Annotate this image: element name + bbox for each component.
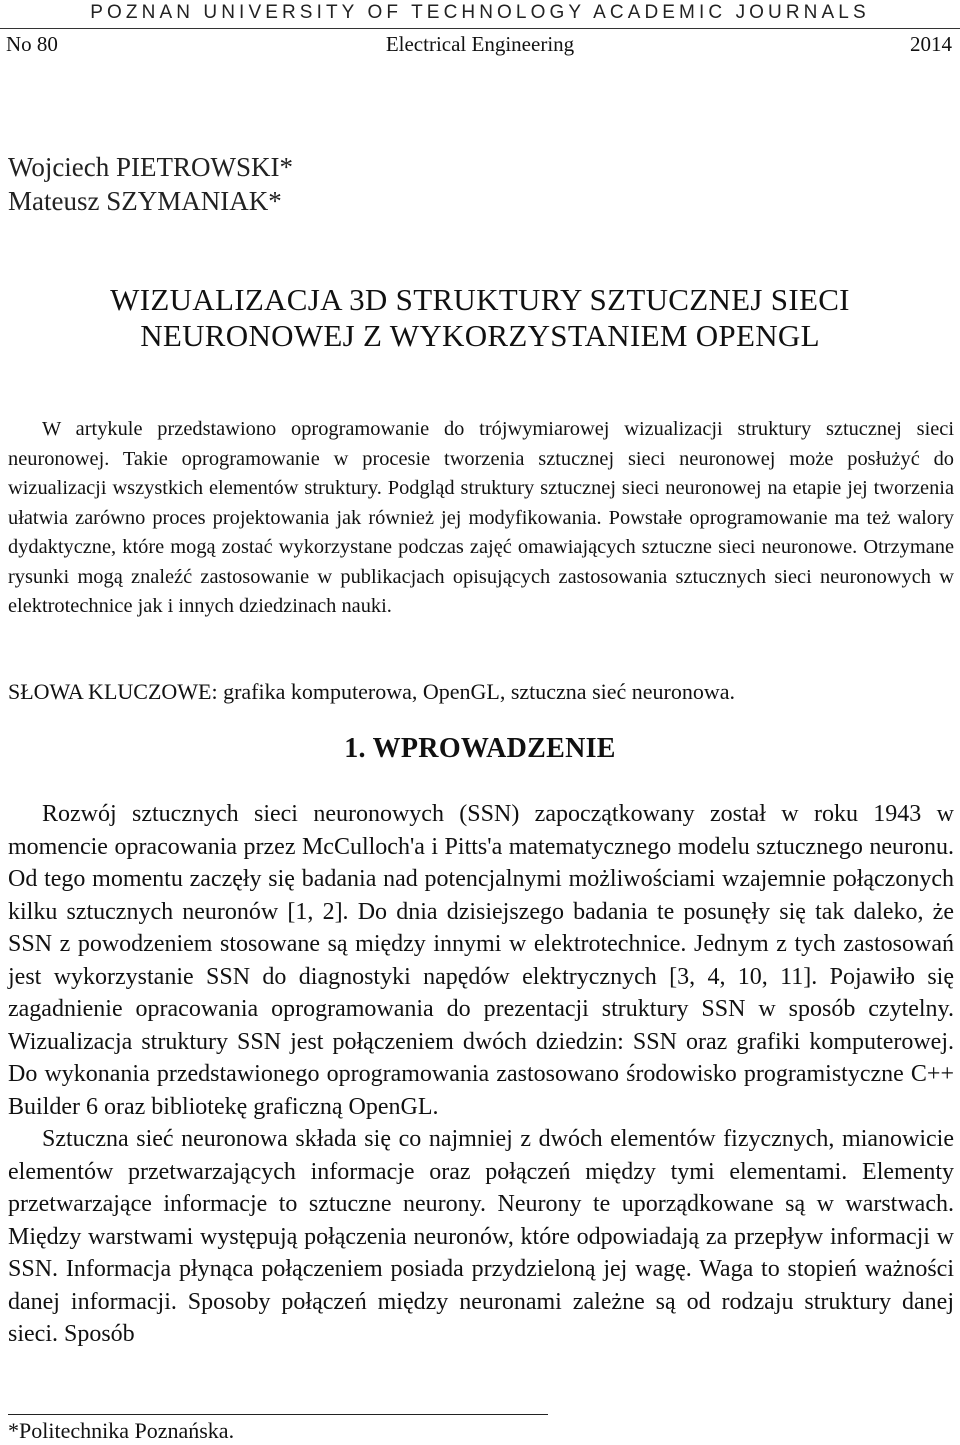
title-line: WIZUALIZACJA 3D STRUKTURY SZTUCZNEJ SIECI <box>110 282 850 317</box>
author-name: Wojciech PIETROWSKI* <box>8 152 294 182</box>
paragraph: Rozwój sztucznych sieci neuronowych (SSN) zapoczątkowany został w roku 1943 w momencie opracowania przez McCulloch'a i Pitts'a matematycznego modelu sztucznego neuronu. Od tego momentu zaczęły się badania nad potencjalnymi możliwościami wzajemnie połączonych kilku sztucznych neuronów [1, 2]. Do dnia dzisiejszego badania te posunęły się tak daleko, że SSN z powodzeniem stosowane są między innymi w elektrotechnice. Jednym z tych zastosowań jest wykorzystanie SSN do diagnostyki napędów elektrycznych [3, 4, 10, 11]. Pojawiło się zagadnienie opracowania oprogramowania do prezentacji struktury SSN w sposób czytelny. Wizualizacja struktury SSN jest połączeniem dwóch dziedzin: SSN oraz grafiki komputerowej. Do wykonania przedstawionego oprogramowania zastosowano środowisko programistyczne C++ Builder 6 oraz bibliotekę graficzną OpenGL. <box>8 801 954 1120</box>
paper-title <box>0 282 960 354</box>
footnote: *Politechnika Poznańska. <box>8 1418 235 1443</box>
journal-field: Electrical Engineering <box>385 32 575 56</box>
paragraph: Sztuczna sieć neuronowa składa się co najmniej z dwóch elementów fizycznych, mianowicie elementów przetwarzających informacje oraz połączeń między tymi elementami. Elementy przetwarzające informacje to sztuczne neurony. Neurony te uporządkowane są w warstwach. Między warstwami występują połączenia neuronów, które odpowiadają za przepływ informacji w SSN. Informacja płynąca połączeniem posiada przydzieloną jej wagę. Waga to stopień ważności danej informacji. Sposoby połączeń między neuronami zależne są od rodzaju struktury danej sieci. Sposób <box>8 1126 954 1347</box>
footnote-rule <box>8 1414 548 1415</box>
author-name: Mateusz SZYMANIAK* <box>8 186 282 216</box>
keywords: SŁOWA KLUCZOWE: grafika komputerowa, OpenGL, sztuczna sieć neuronowa. <box>8 679 736 704</box>
journal-header <box>0 0 960 60</box>
journal-year: 2014 <box>910 32 952 56</box>
section-heading: 1. WPROWADZENIE <box>344 733 616 764</box>
header-rule <box>0 28 960 29</box>
title-line: NEURONOWEJ Z WYKORZYSTANIEM OPENGL <box>140 318 820 353</box>
abstract <box>8 415 954 622</box>
journal-name: POZNAN UNIVERSITY OF TECHNOLOGY ACADEMIC JOURNALS <box>90 2 870 23</box>
journal-number: No 80 <box>6 32 58 56</box>
body-text <box>8 798 954 1351</box>
abstract-text: W artykule przedstawiono oprogramowanie do trójwymiarowej wizualizacji struktury sztucznej sieci neuronowej. Takie oprogramowanie w procesie tworzenia sztucznej sieci neuronowej może posłużyć do wizualizacji wszystkich elementów struktury. Podgląd struktury sztucznej sieci neuronowej na etapie jej tworzenia ułatwia zarówno proces projektowania jak również jej modyfikowania. Powstałe oprogramowanie ma też walory dydaktyczne, które mogą zostać wykorzystane podczas zajęć omawiających sztuczne sieci neuronowe. Otrzymane rysunki mogą znaleźć zastosowanie w publikacjach opisujących zastosowania sztucznych sieci neuronowych w elektrotechnice jak i innych dziedzinach nauki. <box>8 418 954 617</box>
authors <box>8 150 293 218</box>
journal-issue-row <box>0 32 960 62</box>
